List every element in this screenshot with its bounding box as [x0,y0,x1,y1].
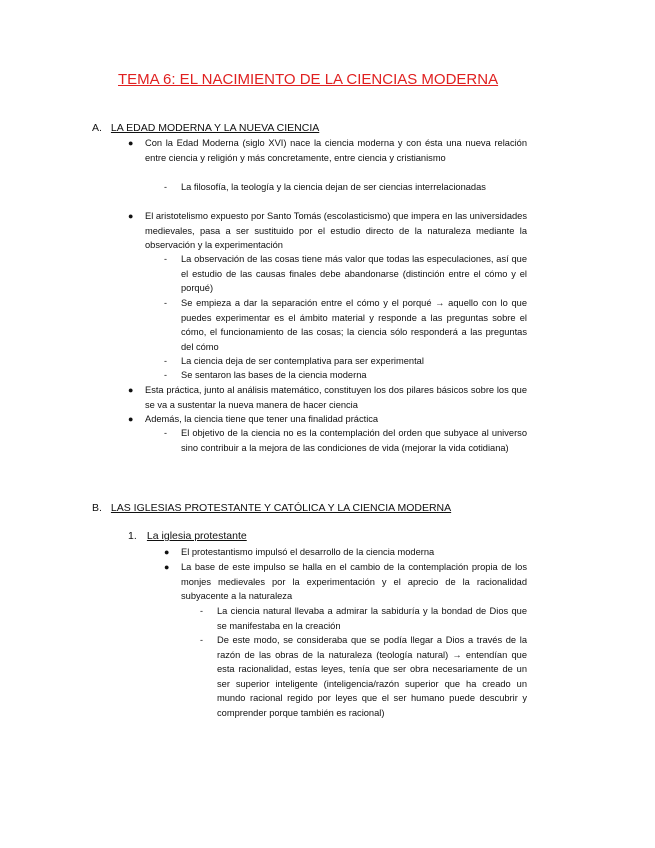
list-item-text: Esta práctica, junto al análisis matemático, constituyen los dos pilares básicos sobre los que se va a sustentar la nueva manera de hacer ciencia [145,385,527,410]
list-item [164,296,527,354]
list-item [128,136,527,165]
list-item-text: Se sentaron las bases de la ciencia moderna [181,370,367,380]
list-item-text: La ciencia deja de ser contemplativa para ser experimental [181,356,424,366]
section-b-heading [92,502,451,514]
list-item-text: La filosofía, la teología y la ciencia dejan de ser ciencias interrelacionadas [181,182,486,192]
list-item-text: Se empieza a dar la separación entre el cómo y el porqué → aquello con lo que puedes experimentar es el ámbito material y responde a las preguntas sobre el cómo, el funcionamiento de las cosas; la ciencia sólo responderá a las preguntas del cómo [181,298,527,352]
list-item [200,633,527,720]
section-b-letter: B. [92,502,102,514]
list-item [128,209,527,253]
bullet-marker: ● [164,547,170,557]
bullet-marker: ● [128,385,134,395]
section-b-label: LAS IGLESIAS PROTESTANTE Y CATÓLICA Y LA CIENCIA MODERNA [110,502,452,514]
list-item [128,383,527,412]
list-item-text: El protestantismo impulsó el desarrollo de la ciencia moderna [181,547,435,557]
subsection-1-heading [128,530,247,542]
section-a-letter: A. [92,122,102,134]
list-item [164,180,527,195]
dash-marker: - [164,254,167,264]
section-a-heading [92,122,319,134]
list-item-text: La ciencia natural llevaba a admirar la sabiduría y la bondad de Dios que se manifestaba en la creación [217,606,527,631]
bullet-marker: ● [128,138,134,148]
list-item-text: El objetivo de la ciencia no es la contemplación del orden que subyace al universo sino contribuir a la mejora de las condiciones de vida (mejorar la vida cotidiana) [181,428,527,453]
section-a-label: LA EDAD MODERNA Y LA NUEVA CIENCIA [110,122,320,134]
dash-marker: - [164,298,167,308]
dash-marker: - [164,182,167,192]
dash-marker: - [164,428,167,438]
list-item-text: Además, la ciencia tiene que tener una finalidad práctica [145,414,379,424]
bullet-marker: ● [164,562,170,572]
list-item-text: El aristotelismo expuesto por Santo Tomás (escolasticismo) que impera en las universidades medievales, pasa a ser sustituido por el estudio directo de la naturaleza mediante la observación y la experimentación [145,211,527,250]
list-item [128,412,527,427]
dash-marker: - [200,606,203,616]
list-item-text: De este modo, se consideraba que se podía llegar a Dios a través de la razón de las obras de la naturaleza (teología natural) → entendían que esta racionalidad, estas leyes, tenía que ser obra necesariamente de un ser superior inteligente (inteligencia/razón superior que ha creado un mundo racional regido por leyes que el ser humano puede descubrir y comprender porque también es racional) [217,635,527,718]
dash-marker: - [164,356,167,366]
page-title: TEMA 6: EL NACIMIENTO DE LA CIENCIAS MODERNA [118,71,499,88]
list-item [164,354,527,369]
bullet-marker: ● [128,414,134,424]
list-item-text: La base de este impulso se halla en el cambio de la contemplación propia de los monjes medievales por la experimentación y el aprecio de la racionalidad subyacente a la naturaleza [181,562,527,601]
list-item [164,252,527,296]
list-item [164,560,527,604]
dash-marker: - [200,635,203,645]
dash-marker: - [164,370,167,380]
list-item-text: La observación de las cosas tiene más valor que todas las especulaciones, así que el estudio de las causas finales debe abandonarse (distinción entre el cómo y el porqué) [181,254,527,293]
list-item [164,545,527,560]
list-item-text: Con la Edad Moderna (siglo XVI) nace la ciencia moderna y con ésta una nueva relación entre ciencia y religión y más concretamente, entre ciencia y cristianismo [145,138,527,163]
list-item [164,368,527,383]
subsection-1-label: La iglesia protestante [146,530,247,542]
list-item [164,426,527,455]
bullet-marker: ● [128,211,134,221]
list-item [200,604,527,633]
subsection-1-number: 1. [128,530,137,542]
